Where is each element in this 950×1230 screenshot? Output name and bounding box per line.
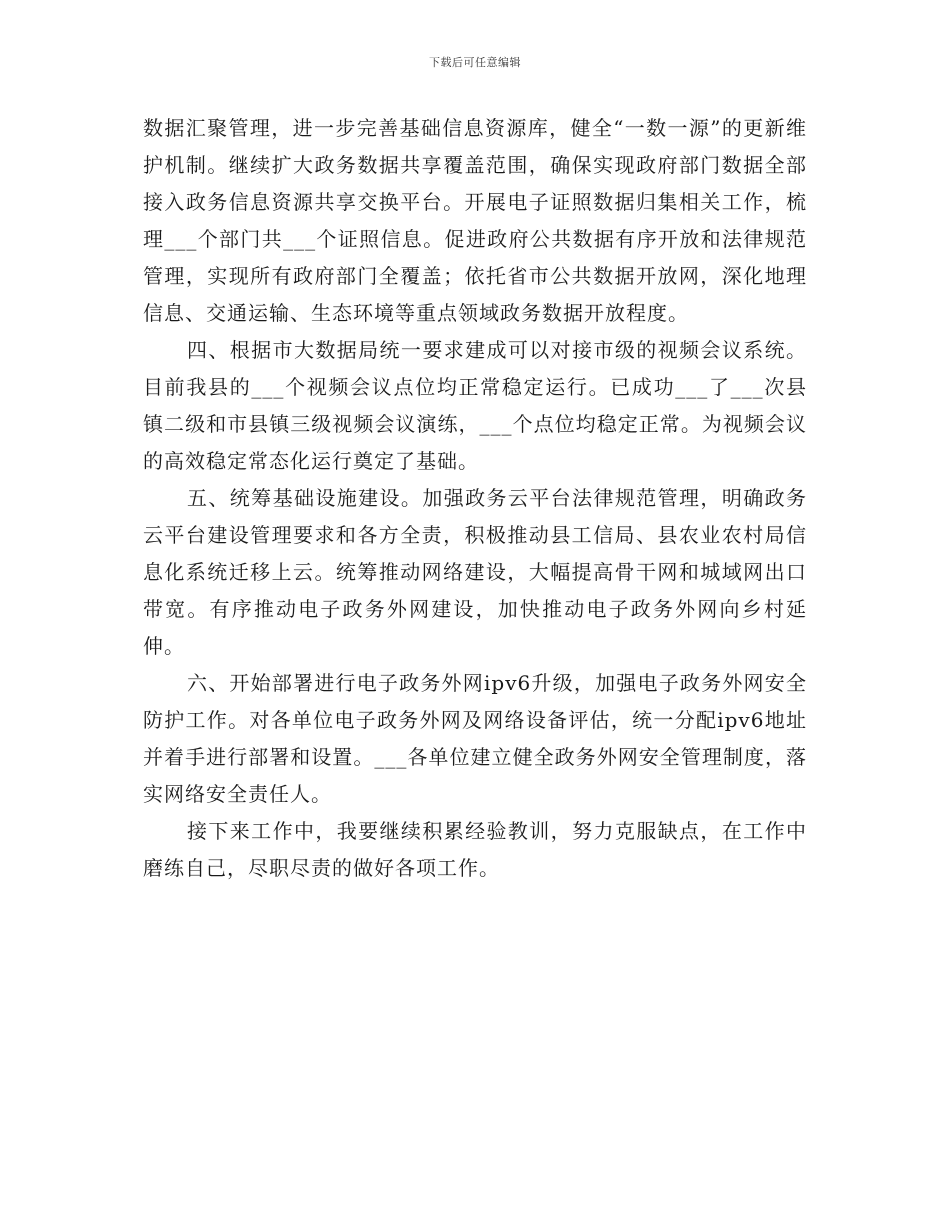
paragraph-section-four: 四、根据市大数据局统一要求建成可以对接市级的视频会议系统。目前我县的___个视频会议点位均正常稳定运行。已成功___了___次县镇二级和市县镇三级视频会议演练，___个点位均稳定正常。为视频会议的高效稳定常态化运行奠定了基础。	[143, 338, 807, 473]
paragraph-section-five: 五、统筹基础设施建设。加强政务云平台法律规范管理，明确政务云平台建设管理要求和各方全责，积极推动县工信局、县农业农村局信息化系统迁移上云。统筹推动网络建设，大幅提高骨干网和城域网出口带宽。有序推动电子政务外网建设，加快推动电子政务外网向乡村延伸。	[143, 486, 807, 658]
paragraph-section-six: 六、开始部署进行电子政务外网ipv6升级，加强电子政务外网安全防护工作。对各单位电子政务外网及网络设备评估，统一分配ipv6地址并着手进行部署和设置。___各单位建立健全政务外网安全管理制度，落实网络安全责任人。	[143, 671, 807, 806]
paragraph-conclusion: 接下来工作中，我要继续积累经验教训，努力克服缺点，在工作中磨练自己，尽职尽责的做好各项工作。	[143, 819, 807, 880]
page-header: 下载后可任意编辑	[429, 56, 521, 69]
paragraph-continuation: 数据汇聚管理，进一步完善基础信息资源库，健全“一数一源”的更新维护机制。继续扩大政务数据共享覆盖范围，确保实现政府部门数据全部接入政务信息资源共享交换平台。开展电子证照数据归集相关工作，梳理___个部门共___个证照信息。促进政府公共数据有序开放和法律规范管理，实现所有政府部门全覆盖；依托省市公共数据开放网，深化地理信息、交通运输、生态环境等重点领域政务数据开放程度。	[143, 116, 807, 325]
document-body	[143, 110, 807, 887]
